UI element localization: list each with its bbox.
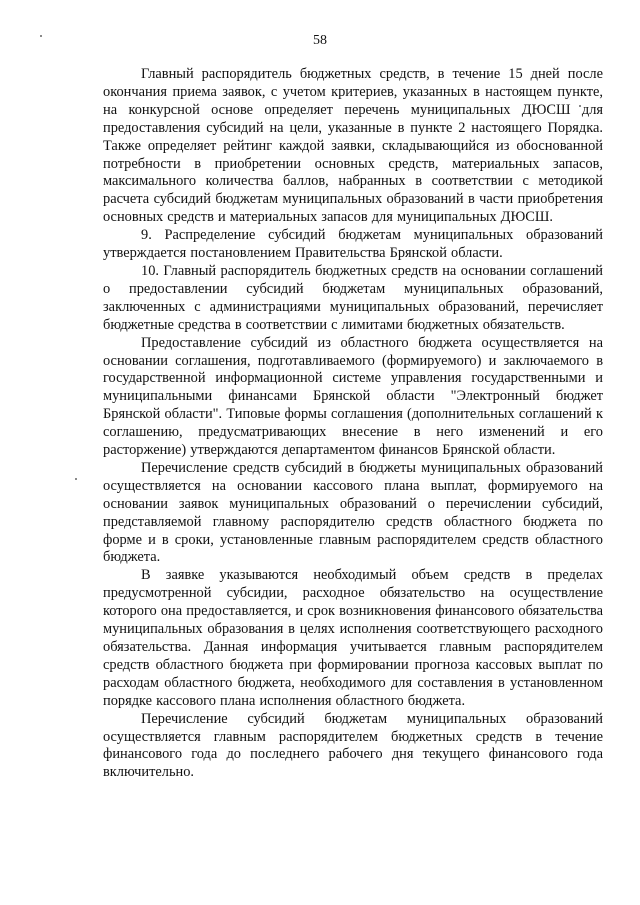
- paragraph-item-10: 10. Главный распорядитель бюджетных средств на основании соглашений о предоставлении субсидий бюджетам муниципальных образований, заключенных с администрациями муниципальных образований, перечисляет бюджетные средства в соответствии с лимитами бюджетных обязательств.: [103, 262, 603, 333]
- paragraph-final-transfer: Перечисление субсидий бюджетам муниципальных образований осуществляется главным распорядителем бюджетных средств в течение финансового года до последнего рабочего дня текущего финансового года включительно.: [103, 710, 603, 781]
- scan-speck: [75, 478, 77, 480]
- paragraph-item-9: 9. Распределение субсидий бюджетам муниципальных образований утверждается постановлением Правительства Брянской области.: [103, 227, 603, 262]
- document-body: [103, 66, 603, 782]
- paragraph-agreement: Предоставление субсидий из областного бюджета осуществляется на основании соглашения, подготавливаемого (формируемого) и заключаемого в государственной информационной системе управления государственными и муниципальными финансами Брянской области "Электронный бюджет Брянской области". Типовые формы соглашения (дополнительных соглашений к соглашению, предусматривающих внесение в него изменений и его расторжение) утверждаются департаментом финансов Брянской области.: [103, 334, 603, 459]
- paragraph-transfer: Перечисление средств субсидий в бюджеты муниципальных образований осуществляется на основании кассового плана выплат, формируемого на основании заявок муниципальных образований о перечислении субсидий, представляемой главному распорядителю средств областного бюджета по форме и в сроки, установленные главным распорядителем средств областного бюджета.: [103, 459, 603, 566]
- paragraph-application: В заявке указываются необходимый объем средств в пределах предусмотренной субсидии, расходное обязательство на осуществление которого она предоставляется, и срок возникновения финансового обязательства муниципальных образования в целях исполнения соответствующего расходного обязательства. Данная информация учитывается главным распорядителем средств областного бюджета при формировании прогноза кассовых выплат по расходам областного бюджета, необходимого для составления в установленном порядке кассового плана исполнения областного бюджета.: [103, 567, 603, 709]
- paragraph-rating: Главный распорядитель бюджетных средств, в течение 15 дней после окончания приема заявок, с учетом критериев, указанных в настоящем пункте, на конкурсной основе определяет перечень муниципальных ДЮСШ для предоставления субсидий на цели, указанные в пункте 2 настоящего Порядка. Также определяет рейтинг каждой заявки, складывающийся из обоснованной потребности в приобретении основных средств, материальных запасов, максимального количества баллов, набранных в соответствии с методикой расчета субсидий бюджетам муниципальных образований в части приобретения основных средств и материальных запасов для муниципальных ДЮСШ.: [103, 66, 603, 226]
- page-number: 58: [313, 33, 327, 48]
